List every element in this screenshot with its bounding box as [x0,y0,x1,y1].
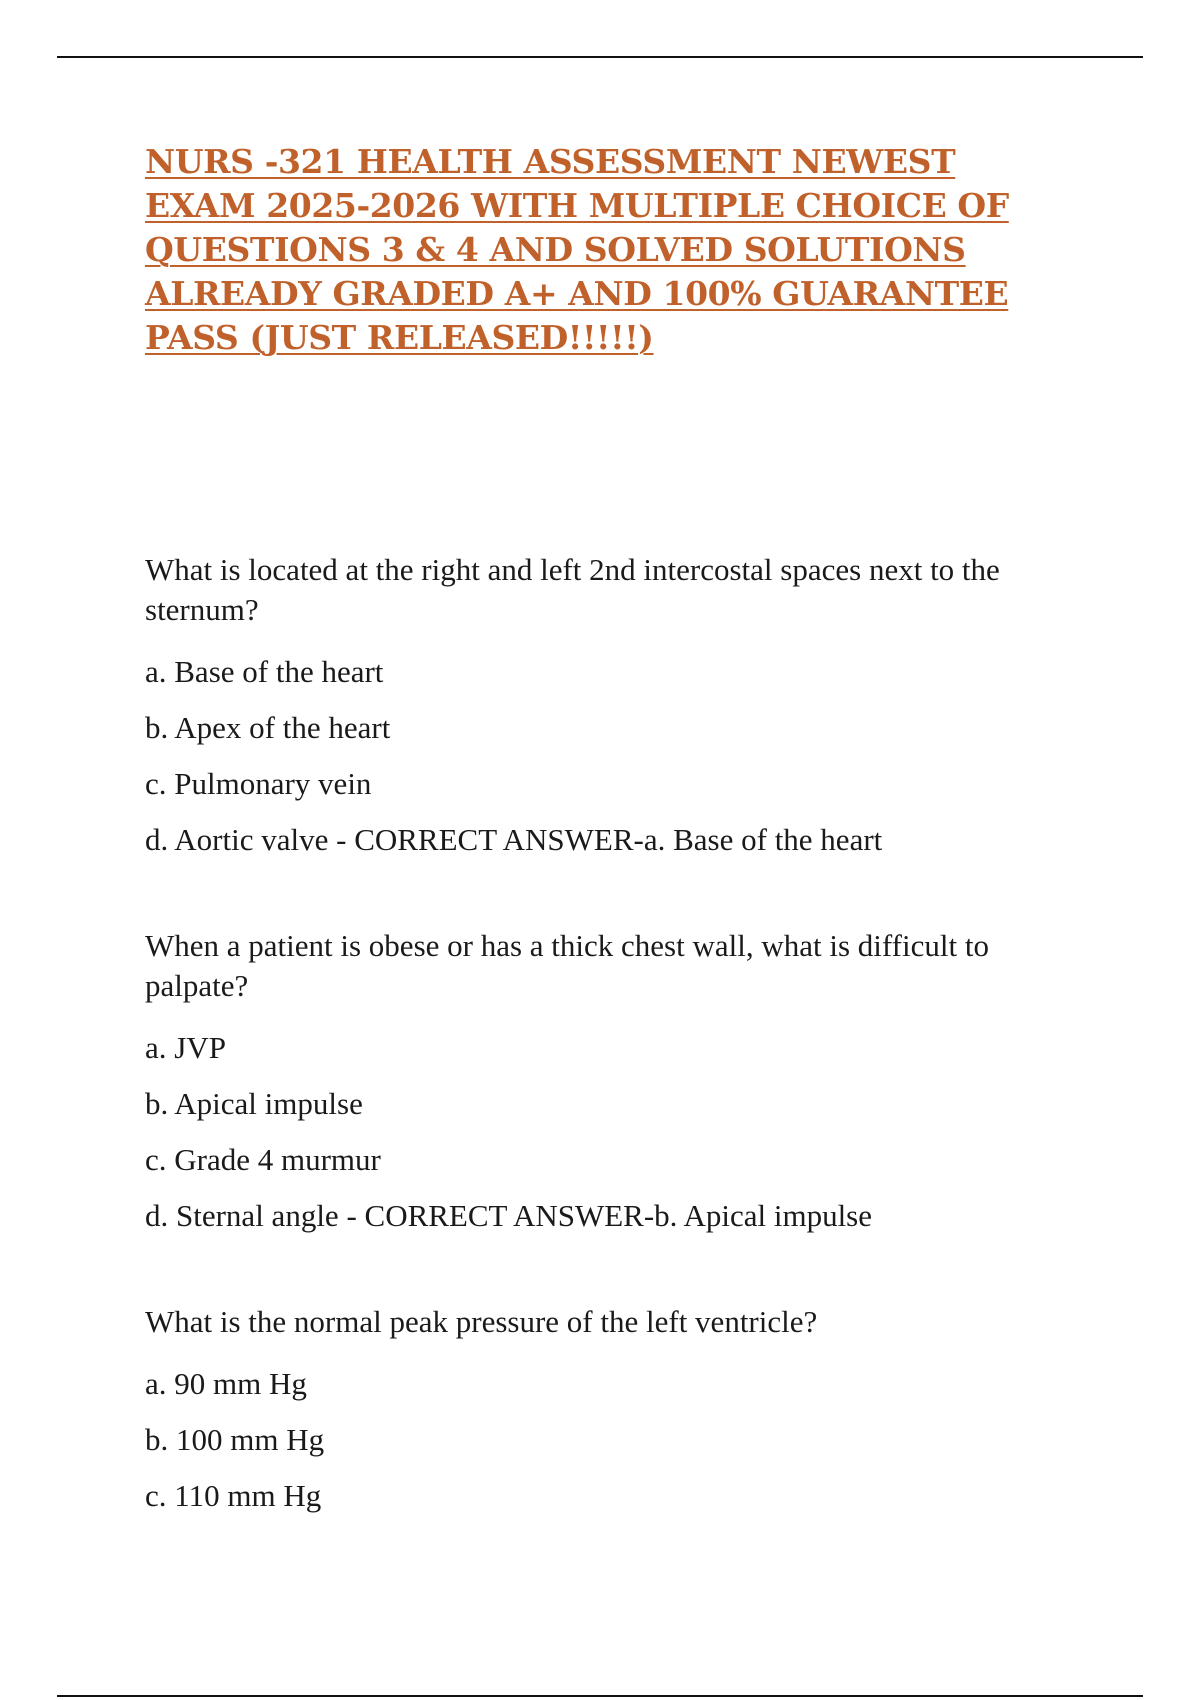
question-text: What is located at the right and left 2nd intercostal spaces next to the sternum? [145,552,1000,627]
question-2 [145,926,1075,1244]
page-content [145,140,1075,1582]
answer-option-b: b. 100 mm Hg [145,1422,325,1457]
answer-option-c: c. 110 mm Hg [145,1478,322,1513]
bottom-rule [57,1695,1143,1697]
answer-option-a: a. JVP [145,1030,226,1065]
document-title: NURS -321 HEALTH ASSESSMENT NEWEST EXAM 2025-2026 WITH MULTIPLE CHOICE OF QUESTIONS 3 & 4 AND SOLVED SOLUTIONS ALREADY GRADED A+ AND 100% GUARANTEE PASS (JUST RELEASED!!!!!) [145,142,1009,357]
question-list [145,550,1075,1524]
answer-option-d: d. Aortic valve - CORRECT ANSWER-a. Base of the heart [145,822,883,857]
answer-option-d: d. Sternal angle - CORRECT ANSWER-b. Apical impulse [145,1198,873,1233]
top-rule [57,56,1143,58]
question-1 [145,550,1075,868]
answer-option-a: a. Base of the heart [145,654,384,689]
answer-option-b: b. Apical impulse [145,1086,363,1121]
answer-option-c: c. Pulmonary vein [145,766,372,801]
answer-option-c: c. Grade 4 murmur [145,1142,381,1177]
answer-option-a: a. 90 mm Hg [145,1366,307,1401]
question-text: What is the normal peak pressure of the left ventricle? [145,1304,818,1339]
answer-option-b: b. Apex of the heart [145,710,391,745]
question-text: When a patient is obese or has a thick chest wall, what is difficult to palpate? [145,928,989,1003]
question-3 [145,1302,1075,1524]
